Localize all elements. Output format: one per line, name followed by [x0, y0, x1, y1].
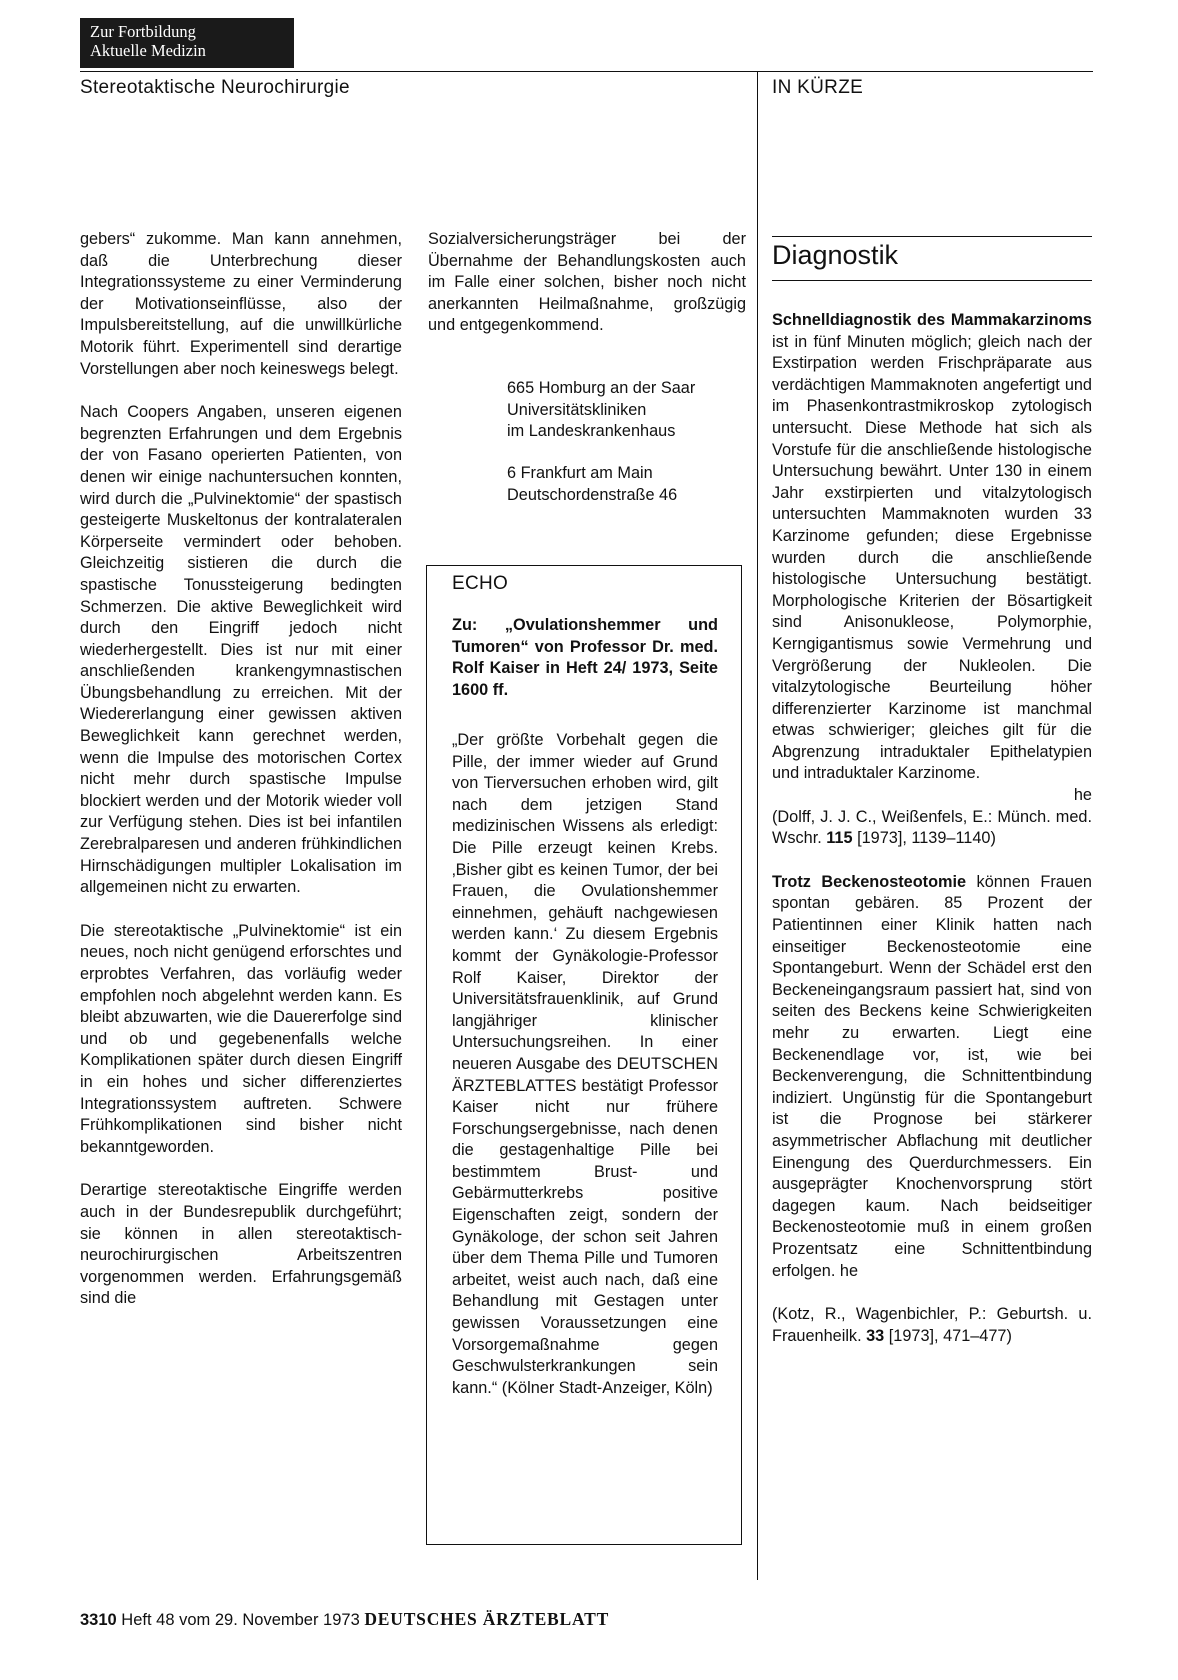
reference-pages: [1973], 471–477) — [884, 1326, 1012, 1345]
author-signature: he — [1073, 786, 1092, 805]
in-kuerze-title: IN KÜRZE — [772, 77, 864, 98]
article-paragraph: Sozialversicherungsträger bei der Übernahme der Behandlungskosten auch im Falle einer solchen, bisher noch nicht anerkannten Heilmaßnahme, großzügig und entgegenkommend. — [428, 230, 746, 335]
article-column-2 — [428, 229, 746, 337]
news-item-reference — [772, 807, 1092, 850]
news-item-1 — [772, 310, 1092, 785]
article-paragraph: gebers“ zukomme. Man kann annehmen, daß die Unterbrechung dieser Integrationssysteme zu einer Verminderung der Motivationseinflüsse, also der Impulsbereitstellung, auf die unwillkürliche Motorik führt. Experimentell sind derartige Vorstellungen aber noch keineswegs belegt. — [80, 230, 402, 378]
echo-headline: Zu: „Ovulationshemmer und Tumoren“ von Professor Dr. med. Rolf Kaiser in Heft 24/ 1973, Seite 1600 ff. — [452, 616, 718, 699]
article-column-1 — [80, 229, 402, 1310]
diagnostik-heading: Diagnostik — [772, 240, 899, 270]
news-item-lead: Schnelldiagnostik des Mammakarzinoms — [772, 311, 1092, 329]
news-item-2 — [772, 872, 1092, 1282]
news-item-text: können Frauen spontan gebären. 85 Prozent der Patientinnen einer Klinik hatten nach einseitiger Beckenosteotomie eine Spontangeburt. Wenn der Schädel erst den Beckeneingangsraum passiert hat, sind von seiten des Beckens keine Schwierigkeiten mehr zu erwarten. Liegt eine Beckenendlage vor, ist, wie bei Beckenverengung, die Schnittentbindung indiziert. Ungünstig für die Spontangeburt ist die Prognose bei stärkerer asymmetrischer Abflachung mit deutlicher Einengung des Querdurchmessers. Ein ausgeprägter Knochenvorsprung stört dagegen kaum. Nach beidseitiger Beckenosteotomie muß in einem großen Prozentsatz eine Schnittentbindung erfolgen. he — [772, 872, 1092, 1280]
article-paragraph: Nach Coopers Angaben, unseren eigenen begrenzten Erfahrungen und dem Ergebnis der von Fasano operierten Patienten, von denen wir einige nachuntersuchen konnten, wird durch die „Pulvinektomie“ der spastisch gesteigerte Muskeltonus der kontralateralen Körperseite vermindert oder behoben. Gleichzeitig sistieren die durch die spastische Tonussteigerung bedingten Schmerzen. Die aktive Beweglichkeit wird durch den Eingriff jedoch nicht wiederhergestellt. Dies ist nur mit einer anschließenden krankengymnastischen Übungsbehandlung zu erreichen. Mit der Wiedererlangung einer gewissen aktiven Beweglichkeit kann gerechnet werden, wenn die Impulse des motorischen Cortex nicht mehr durch spastische Impulse blockiert werden und der Motorik wieder voll zur Verfügung stehen. Dies ist bei infantilen Zerebralparesen und anderen frühkindlichen Hirnschädigungen multipler Lokalisation im allgemeinen nicht zu erwarten. — [80, 403, 402, 897]
section-badge — [80, 18, 294, 68]
news-item-lead: Trotz Beckenosteotomie — [772, 872, 967, 891]
in-kuerze-column — [772, 310, 1092, 1347]
news-item-reference — [772, 1304, 1092, 1347]
badge-line-1: Zur Fortbildung — [90, 22, 196, 41]
page-number: 3310 — [80, 1611, 117, 1629]
journal-name: DEUTSCHES ÄRZTEBLATT — [364, 1609, 610, 1629]
author-address-2 — [507, 463, 677, 506]
column-divider — [757, 71, 758, 1580]
address-line: im Landeskrankenhaus — [507, 422, 676, 441]
reference-pages: [1973], 1139–1140) — [852, 829, 996, 848]
article-paragraph: Derartige stereotaktische Eingriffe werden auch in der Bundesrepublik durchgeführt; sie können in allen stereotaktisch-neurochirurgischen Arbeitszentren vorgenommen werden. Erfahrungsgemäß sind die — [80, 1181, 402, 1308]
page-footer — [80, 1609, 609, 1630]
reference-authors: (Dolff, J. J. C., Weißenfels, E.: Münch. med. Wschr. — [772, 807, 1092, 848]
header-rule — [80, 71, 1093, 72]
address-line: 665 Homburg an der Saar — [507, 379, 696, 397]
address-line: 6 Frankfurt am Main — [507, 464, 653, 482]
article-paragraph: Die stereotaktische „Pulvinektomie“ ist ein neues, noch nicht genügend erforschtes und erprobtes Verfahren, das vorläufig weder empfohlen noch abgelehnt werden kann. Es bleibt abzuwarten, wie die Dauererfolge sind und ob und gegebenenfalls welche Komplikationen später durch diesen Eingriff in ein hohes und sicher differenziertes Integrationssystem auftreten. Schwere Frühkomplikationen sind bisher nicht bekanntgeworden. — [80, 921, 402, 1156]
issue-info: Heft 48 vom 29. November 1973 — [116, 1611, 365, 1629]
reference-volume: 33 — [866, 1326, 885, 1345]
echo-title: ECHO — [452, 573, 509, 594]
reference-authors: (Kotz, R., Wagenbichler, P.: Geburtsh. u. Frauenheilk. — [772, 1305, 1092, 1345]
section-title: Stereotaktische Neurochirurgie — [80, 77, 350, 98]
address-line: Deutschordenstraße 46 — [507, 485, 678, 504]
diagnostik-rule-bottom — [772, 280, 1092, 281]
reference-volume: 115 — [826, 829, 853, 848]
badge-line-2: Aktuelle Medizin — [90, 41, 206, 60]
diagnostik-rule-top — [772, 236, 1092, 237]
address-line: Universitätskliniken — [507, 400, 647, 419]
echo-body: „Der größte Vorbehalt gegen die Pille, der immer wieder auf Grund von Tierversuchen erhoben wird, gilt nach dem jetzigen Stand medizinischen Wissens als erledigt: Die Pille erzeugt keinen Krebs. ‚Bisher gibt es keinen Tumor, der bei Frauen, die Ovulationshemmer einnehmen, gehäuft nachgewiesen werden kann.‘ Zu diesem Ergebnis kommt der Gynäkologie-Professor Rolf Kaiser, Direktor der Universitätsfrauenklinik, auf Grund langjähriger klinischer Untersuchungsreihen. In einer neueren Ausgabe des DEUTSCHEN ÄRZTEBLATTES bestätigt Professor Kaiser nicht nur frühere Forschungsergebnisse, nach denen die gestagenhaltige Pille bei bestimmtem Brust- und Gebärmutterkrebs positive Eigenschaften zeigt, sondern der Gynäkologe, der schon seit Jahren über dem Thema Pille und Tumoren arbeitet, weist auch nach, daß eine Behandlung mit Gestagen unter gewissen Voraussetzungen eine Vorsorgemaßnahme gegen Geschwulsterkrankungen sein kann.“ (Kölner Stadt-Anzeiger, Köln) — [452, 731, 718, 1397]
author-address-1 — [507, 378, 695, 443]
news-item-text: ist in fünf Minuten möglich; gleich nach der Exstirpation werden Frischpräparate aus verdächtigen Mammaknoten angefertigt und im Phasenkontrastmikroskop zytologisch untersucht. Diese Methode hat sich als Vorstufe für die anschließende histologische Untersuchung bewährt. Unter 130 in einem Jahr exstirpierten und vitalzytologisch untersuchten Mammaknoten wurden 33 Karzinome gefunden; diese Ergebnisse wurden durch die anschließende histologische Untersuchung bestätigt. Morphologische Kriterien der Bösartigkeit sind Anisonukleose, Polymorphie, Kerngigantismus sowie Vermehrung und Vergrößerung der Nukleolen. Die vitalzytologische Beurteilung höher differenzierter Karzinome ist manchmal etwas schwieriger; gleiches gilt für die Abgrenzung intraduktaler Epithelatypien und intraduktaler Karzinome. — [772, 332, 1092, 783]
